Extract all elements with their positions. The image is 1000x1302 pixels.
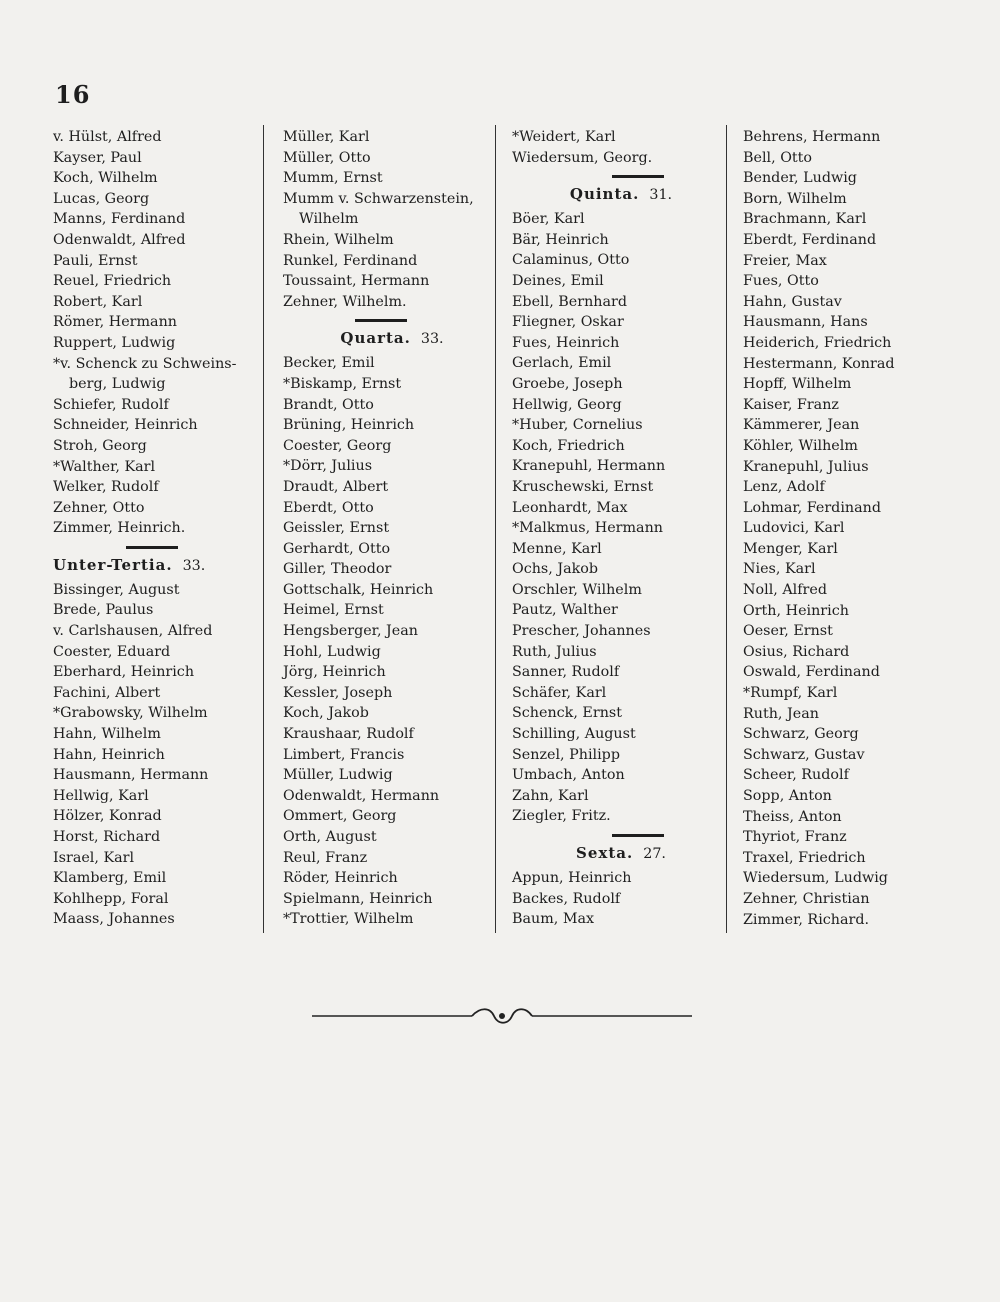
student-name: Runkel, Ferdinand [283,252,418,269]
student-name: Oswald, Ferdinand [743,664,880,681]
student-name: Israel, Karl [53,849,135,866]
student-name: Leonhardt, Max [512,499,628,516]
student-name: Hestermann, Konrad [743,355,895,372]
student-name: Zehner, Wilhelm. [283,293,407,310]
student-name: Eberdt, Otto [283,499,374,516]
student-name: *Huber, Cornelius [512,417,643,434]
section-heading [512,184,730,206]
student-name: Menger, Karl [743,540,838,557]
student-name: Stroh, Georg [53,437,147,454]
student-name: Wilhelm [299,211,359,228]
student-name: Robert, Karl [53,293,143,310]
student-name: v. Carlshausen, Alfred [53,623,213,640]
student-name: Ruth, Jean [743,705,819,722]
ornament-divider [312,1005,692,1027]
student-name: Calaminus, Otto [512,252,630,269]
student-name: Odenwaldt, Hermann [283,787,440,804]
student-name: Appun, Heinrich [512,870,632,886]
student-name: Bissinger, August [53,581,180,598]
student-name: Schilling, August [512,726,636,743]
student-name: Kranepuhl, Julius [743,458,869,475]
student-name: Menne, Karl [512,540,602,557]
section-title: Quinta. [569,185,640,204]
student-name: Hausmann, Hermann [53,767,209,784]
student-name: *Weidert, Karl [512,129,616,145]
student-name: Kayser, Paul [53,149,142,166]
student-name: Umbach, Anton [512,767,625,784]
student-name: Freier, Max [743,252,827,269]
student-name: Koch, Friedrich [512,437,625,454]
student-name: Kessler, Joseph [283,684,393,701]
student-name: Wiedersum, Ludwig [743,870,888,887]
student-name: Köhler, Wilhelm [743,437,858,454]
student-name: Koch, Jakob [283,705,369,722]
student-name: Orth, Heinrich [743,602,849,619]
student-name: Lohmar, Ferdinand [743,499,881,516]
student-name: Reuel, Friedrich [53,273,172,290]
student-name: Traxel, Friedrich [743,849,866,866]
section-count: 27. [643,846,666,862]
student-name: Schwarz, Georg [743,726,859,743]
student-name: Hellwig, Karl [53,787,149,804]
student-name: berg, Ludwig [69,376,166,393]
student-name: Born, Wilhelm [743,190,847,207]
section-heading [283,328,501,350]
student-name: Orschler, Wilhelm [512,581,642,598]
student-name: Zehner, Otto [53,499,145,516]
student-name: Thyriot, Franz [743,829,847,846]
student-name: Koch, Wilhelm [53,170,158,187]
student-name: Fues, Otto [743,273,819,290]
student-name: Hellwig, Georg [512,396,622,413]
student-name: Kruschewski, Ernst [512,478,654,495]
student-name: Reul, Franz [283,849,368,866]
student-name: Hahn, Wilhelm [53,726,161,743]
name-column-1 [53,127,271,930]
student-name: Theiss, Anton [743,808,842,825]
student-name: Fliegner, Oskar [512,314,624,331]
student-name: Limbert, Francis [283,746,405,763]
student-name: Ommert, Georg [283,808,397,825]
student-name: Draudt, Albert [283,478,389,495]
student-name: Hölzer, Konrad [53,808,162,825]
student-name: Mumm v. Schwarzenstein, [283,190,474,207]
student-name: Hengsberger, Jean [283,623,418,640]
student-name: *Biskamp, Ernst [283,375,402,392]
section-rule [612,175,664,178]
student-name: Giller, Theodor [283,561,392,578]
student-name: Ebell, Bernhard [512,293,628,310]
student-name: Maass, Johannes [53,911,175,928]
section-title: Quarta. [340,329,411,348]
student-name: Brandt, Otto [283,396,374,413]
student-name: Römer, Hermann [53,314,178,331]
section-count: 33. [182,557,206,574]
name-column-2 [283,127,501,930]
student-name: Zimmer, Richard. [743,911,870,928]
student-name: Böer, Karl [512,211,585,228]
student-name: Toussaint, Hermann [283,273,430,290]
student-name: Noll, Alfred [743,582,827,599]
student-name: Pauli, Ernst [53,252,138,269]
student-name: Hopff, Wilhelm [743,376,852,393]
student-name: Ludovici, Karl [743,520,845,537]
student-name: Lenz, Adolf [743,479,825,496]
student-name: Jörg, Heinrich [283,664,386,681]
student-name: Zimmer, Heinrich. [53,520,186,537]
student-name: Rhein, Wilhelm [283,231,394,248]
student-name: Zahn, Karl [512,787,589,804]
student-name: Behrens, Hermann [743,129,881,145]
section-count: 33. [420,331,444,348]
student-name: Eberhard, Heinrich [53,664,195,681]
section-rule [126,546,178,549]
student-name: Kraushaar, Rudolf [283,726,414,743]
student-name: Müller, Ludwig [283,767,393,784]
section-count: 31. [649,187,673,204]
student-name: Zehner, Christian [743,890,870,907]
section-heading [53,555,271,577]
student-name: Orth, August [283,829,377,845]
page-number: 16 [55,80,91,109]
student-name: Kaiser, Franz [743,396,839,413]
section-title: Sexta. [576,844,634,862]
student-name: Welker, Rudolf [53,479,159,496]
student-name: v. Hülst, Alfred [53,129,162,145]
student-name: Kranepuhl, Hermann [512,458,666,475]
student-name: Becker, Emil [283,355,375,372]
student-name: Brachmann, Karl [743,211,867,228]
student-name: Hahn, Heinrich [53,746,165,763]
student-name: Sanner, Rudolf [512,664,620,681]
student-name: Baum, Max [512,911,595,928]
student-name: Hahn, Gustav [743,293,842,310]
student-name: Brede, Paulus [53,602,154,619]
student-name: Geissler, Ernst [283,520,390,537]
student-name: Hohl, Ludwig [283,643,381,660]
student-name: Bell, Otto [743,149,813,166]
student-name: Fues, Heinrich [512,334,620,351]
student-name: Schneider, Heinrich [53,417,198,434]
student-name: Ochs, Jakob [512,561,599,578]
student-name: Bär, Heinrich [512,231,609,248]
student-name: Schäfer, Karl [512,684,607,701]
student-name: Schenck, Ernst [512,705,622,722]
student-name: Gottschalk, Heinrich [283,581,434,598]
student-name: Ruppert, Ludwig [53,334,176,351]
student-name: Gerhardt, Otto [283,540,391,557]
student-name: Klamberg, Emil [53,870,167,887]
student-name: Müller, Otto [283,149,371,166]
student-name: Deines, Emil [512,272,604,289]
student-name: Hausmann, Hans [743,314,868,331]
student-name: Scheer, Rudolf [743,767,849,784]
student-name: Nies, Karl [743,561,816,578]
section-title: Unter-Tertia. [53,555,173,574]
student-name: Lucas, Georg [53,190,150,207]
student-name: Gerlach, Emil [512,355,612,372]
student-name: Mumm, Ernst [283,170,383,187]
student-name: Müller, Karl [283,129,370,145]
student-name: Bender, Ludwig [743,170,857,187]
student-name: Heimel, Ernst [283,602,384,619]
student-name: *Trottier, Wilhelm [283,911,414,928]
student-name: Horst, Richard [53,829,161,845]
section-heading [512,843,730,865]
name-column-4 [743,127,961,930]
student-name: Fachini, Albert [53,684,161,701]
student-name: *Dörr, Julius [283,458,373,475]
student-name: *Grabowsky, Wilhelm [53,705,208,722]
student-name: Schwarz, Gustav [743,746,865,763]
student-name: Pautz, Walther [512,602,618,619]
student-name: Oeser, Ernst [743,623,833,640]
student-name: Kohlhepp, Foral [53,890,169,907]
student-name: Coester, Eduard [53,643,171,660]
student-name: *Rumpf, Karl [743,685,838,702]
student-name: *v. Schenck zu Schweins- [53,355,237,372]
student-name: Prescher, Johannes [512,623,651,640]
student-name: Wiedersum, Georg. [512,149,653,166]
student-name: Osius, Richard [743,643,850,660]
student-name: Coester, Georg [283,437,392,454]
student-name: Heiderich, Friedrich [743,334,892,351]
student-name: Röder, Heinrich [283,870,398,887]
student-name: Sopp, Anton [743,788,832,804]
student-name: Senzel, Philipp [512,746,620,763]
student-name: Spielmann, Heinrich [283,890,433,907]
student-name: Odenwaldt, Alfred [53,231,186,248]
student-name: Backes, Rudolf [512,890,621,907]
section-rule [355,319,407,322]
bleed-through-texture [40,950,960,1160]
name-column-3 [512,127,730,930]
student-name: Brüning, Heinrich [283,417,415,434]
student-name: Manns, Ferdinand [53,211,186,228]
student-name: *Walther, Karl [53,458,156,475]
student-name: Kämmerer, Jean [743,417,860,434]
student-name: Ruth, Julius [512,643,597,660]
student-name: Ziegler, Fritz. [512,808,611,825]
student-name: *Malkmus, Hermann [512,520,663,537]
section-rule [612,834,664,837]
student-name: Schiefer, Rudolf [53,396,169,413]
student-name: Groebe, Joseph [512,375,623,392]
student-name: Eberdt, Ferdinand [743,231,877,248]
